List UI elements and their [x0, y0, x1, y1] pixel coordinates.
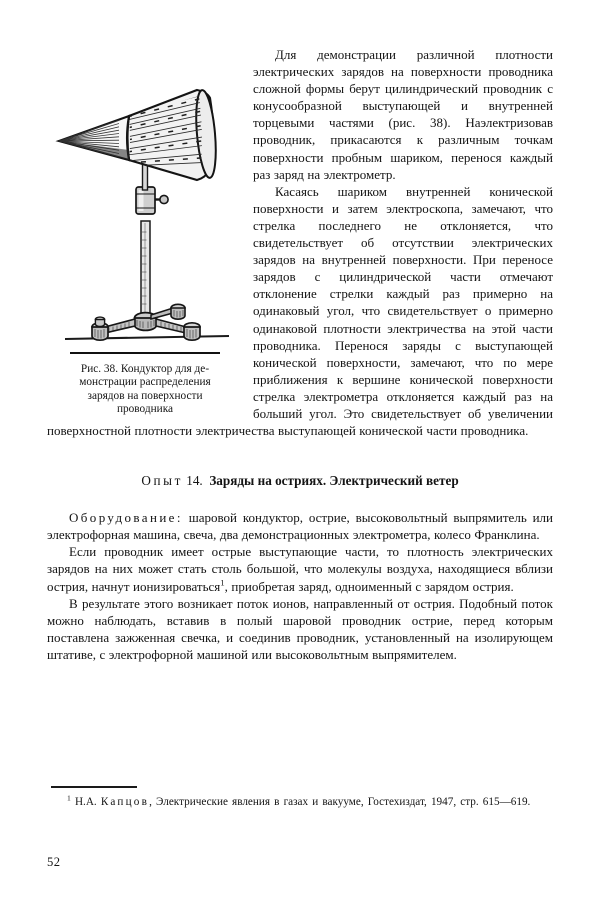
- experiment-label: Опыт: [141, 473, 183, 489]
- support-rod-lower: [141, 221, 150, 318]
- thumbscrew-knob: [160, 195, 168, 203]
- footnote-reference-marker[interactable]: 1: [220, 577, 225, 588]
- footnote-marker: 1: [67, 792, 71, 802]
- body-paragraph-4: В результате этого возникает поток ионов, направленный от острия. Подобный поток можно наблюдать, вставив в полый шаровой проводник острие, перед которым поставлена зажженная свечка, и соединив проводник, установленный на изолирующем штативе, с электрофорной машиной или высоковольтным выпрямителем.: [47, 595, 553, 662]
- conductor-body: [59, 89, 219, 180]
- equipment-text: шаровой кондуктор, острие, высоковольтный выпрямитель или электрофорная машина, свеча, два демонстрационных электрометра, колесо Франклина.: [47, 510, 553, 543]
- footnote-area: [47, 786, 553, 809]
- footnote-divider-rule: [51, 786, 137, 788]
- body-paragraph-3-part-1: Если проводник имеет острые выступающие части, то плотность электрических зарядов на них может стать столь большой, что молекулы воздуха, находящиеся вблизи острия, начнут ионизироваться: [47, 544, 553, 594]
- footnote-author-initials: Н.А.: [74, 795, 97, 808]
- spacer-after-heading: [47, 489, 553, 509]
- caption-divider-rule: [70, 352, 220, 354]
- footnote-reference-text: , Электрические явления в газах и вакууме, Гостехиздат, 1947, стр. 615—619.: [149, 795, 531, 808]
- body-paragraph-3: [47, 543, 553, 594]
- conductor-drawing: [47, 46, 243, 346]
- experiment-number: 14.: [186, 473, 203, 489]
- figure-caption-line-4: проводника: [116, 402, 174, 415]
- figure-caption-line-3: зарядов на поверхности: [87, 389, 203, 402]
- experiment-title: Заряды на остриях. Электрический ветер: [209, 473, 459, 489]
- ground-line: [65, 336, 229, 339]
- spacer-before-heading: [47, 439, 553, 473]
- footnote-author-surname: Капцов: [100, 795, 150, 808]
- experiment-heading: [47, 473, 553, 489]
- figure-caption-line-2: монстрации распределения: [79, 376, 211, 389]
- base-leg-left: [105, 319, 135, 333]
- figure-caption-line-1: Рис. 38. Кондуктор для де-: [80, 363, 210, 375]
- illustration-conductor: [47, 46, 243, 346]
- figure-38: [47, 46, 243, 416]
- body-paragraph-3-part-2: , приобретая заряд, одноименный с зарядом острия.: [224, 578, 514, 594]
- page-number: 52: [47, 855, 61, 869]
- page-text-flow: [47, 46, 553, 663]
- body-paragraph-1: Для демонстрации различной плотности электрических зарядов на поверхности проводника сложной формы берут цилиндрический проводник с конусообразной выступающей и внутренней торцевыми частями (рис. 38). Наэлектризовав проводник, прикасаются к различным точкам поверхности пробным шариком, перенося каждый раз заряд на электрометр.: [253, 47, 553, 182]
- figure-caption: [47, 363, 243, 416]
- clamp-collar: [136, 187, 168, 214]
- equipment-paragraph: [47, 509, 553, 543]
- footnote-entry: [47, 792, 553, 810]
- equipment-label: Оборудование:: [69, 510, 183, 526]
- base-leg-right: [156, 319, 186, 333]
- body-paragraph-2: Касаясь шариком внутренней конической поверхности и затем электроскопа, замечают, что стрелка последнего не отклоняется, что свидетельствует об отсутствии электрических зарядов на внутренней поверхности. При переносе зарядов с цилиндрической части отмечают отклонение стрелки каждый раз примерно на одинаковый угол, что свидетельствует о примерно одинаковой плотности электричества на этой части проводника. Перенося заряды с выступающей конической поверхности, замечают, что по мере приближения к вершине конической поверхности стрелка электрометра отклоняется каждый раз на больший угол. Это свидетельствует об увеличении поверхностной плотности электричества выступающей конической части проводника.: [47, 183, 553, 439]
- base-leg-rear: [151, 308, 173, 319]
